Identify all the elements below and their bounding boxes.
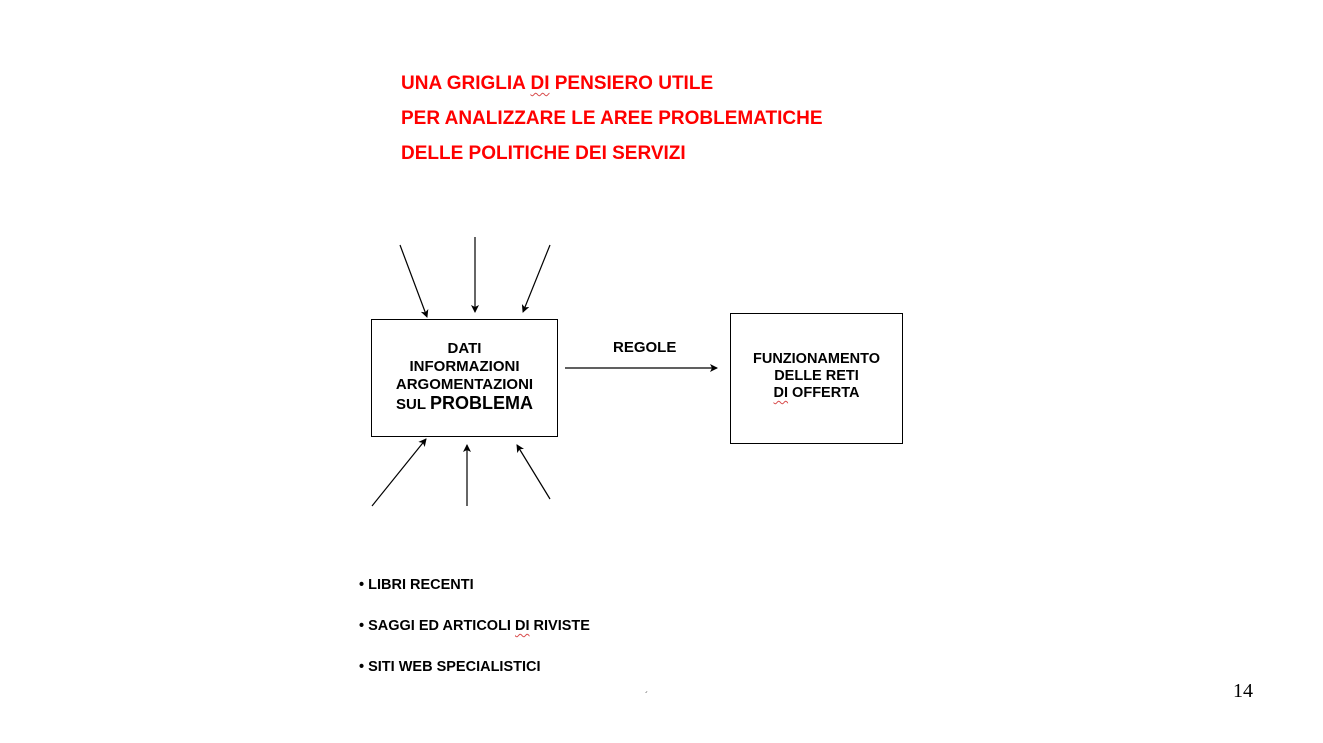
source-item-websites-label: SITI WEB SPECIALISTICI	[368, 659, 541, 675]
input-arrow-top-right	[523, 245, 550, 312]
source-item-websites	[359, 659, 541, 675]
offer-box-line-3	[731, 385, 902, 402]
problem-box-line-3: ARGOMENTAZIONI	[395, 376, 534, 393]
input-arrow-bottom-right	[517, 445, 550, 499]
problem-box-line-4	[372, 394, 557, 414]
offer-box-line-3-spellcheck-word: DI	[773, 385, 789, 401]
problem-box-line-1: DATI	[447, 340, 482, 357]
title-line-1	[401, 73, 713, 95]
source-bullet: •	[359, 659, 365, 675]
source-item-articles	[359, 618, 590, 634]
title-line-1-text-b: PENSIERO UTILE	[549, 73, 714, 94]
source-item-books	[359, 577, 474, 593]
input-arrow-top-left	[400, 245, 427, 317]
rules-connector-label: REGOLE	[613, 339, 677, 356]
source-bullet: •	[359, 577, 365, 593]
source-item-books-label: LIBRI RECENTI	[368, 577, 474, 593]
stray-mark: ´	[645, 691, 649, 702]
source-bullet: •	[359, 618, 365, 634]
problem-box-line-2: INFORMAZIONI	[409, 358, 520, 375]
problem-box-line-4-prefix: SUL	[396, 396, 430, 413]
offer-networks-box	[730, 313, 903, 444]
offer-box-line-3-text: OFFERTA	[788, 385, 860, 401]
problem-data-box	[371, 319, 558, 437]
source-item-articles-spellcheck-word: DI	[515, 618, 530, 634]
offer-box-line-1: FUNZIONAMENTO	[752, 351, 880, 367]
title-line-2: PER ANALIZZARE LE AREE PROBLEMATICHE	[401, 108, 823, 129]
source-item-articles-label-a: SAGGI ED ARTICOLI	[368, 618, 515, 634]
input-arrow-bottom-left	[372, 439, 426, 506]
title-line-1-spellcheck-word: DI	[530, 73, 550, 94]
title-line-3: DELLE POLITICHE DEI SERVIZI	[401, 143, 686, 164]
problem-box-line-4-emphasis: PROBLEMA	[429, 393, 533, 413]
source-item-articles-label-b: RIVISTE	[529, 618, 590, 634]
title-line-1-text-a: UNA GRIGLIA	[401, 73, 531, 94]
offer-box-line-2: DELLE RETI	[774, 368, 859, 384]
page-number: 14	[1233, 680, 1253, 702]
